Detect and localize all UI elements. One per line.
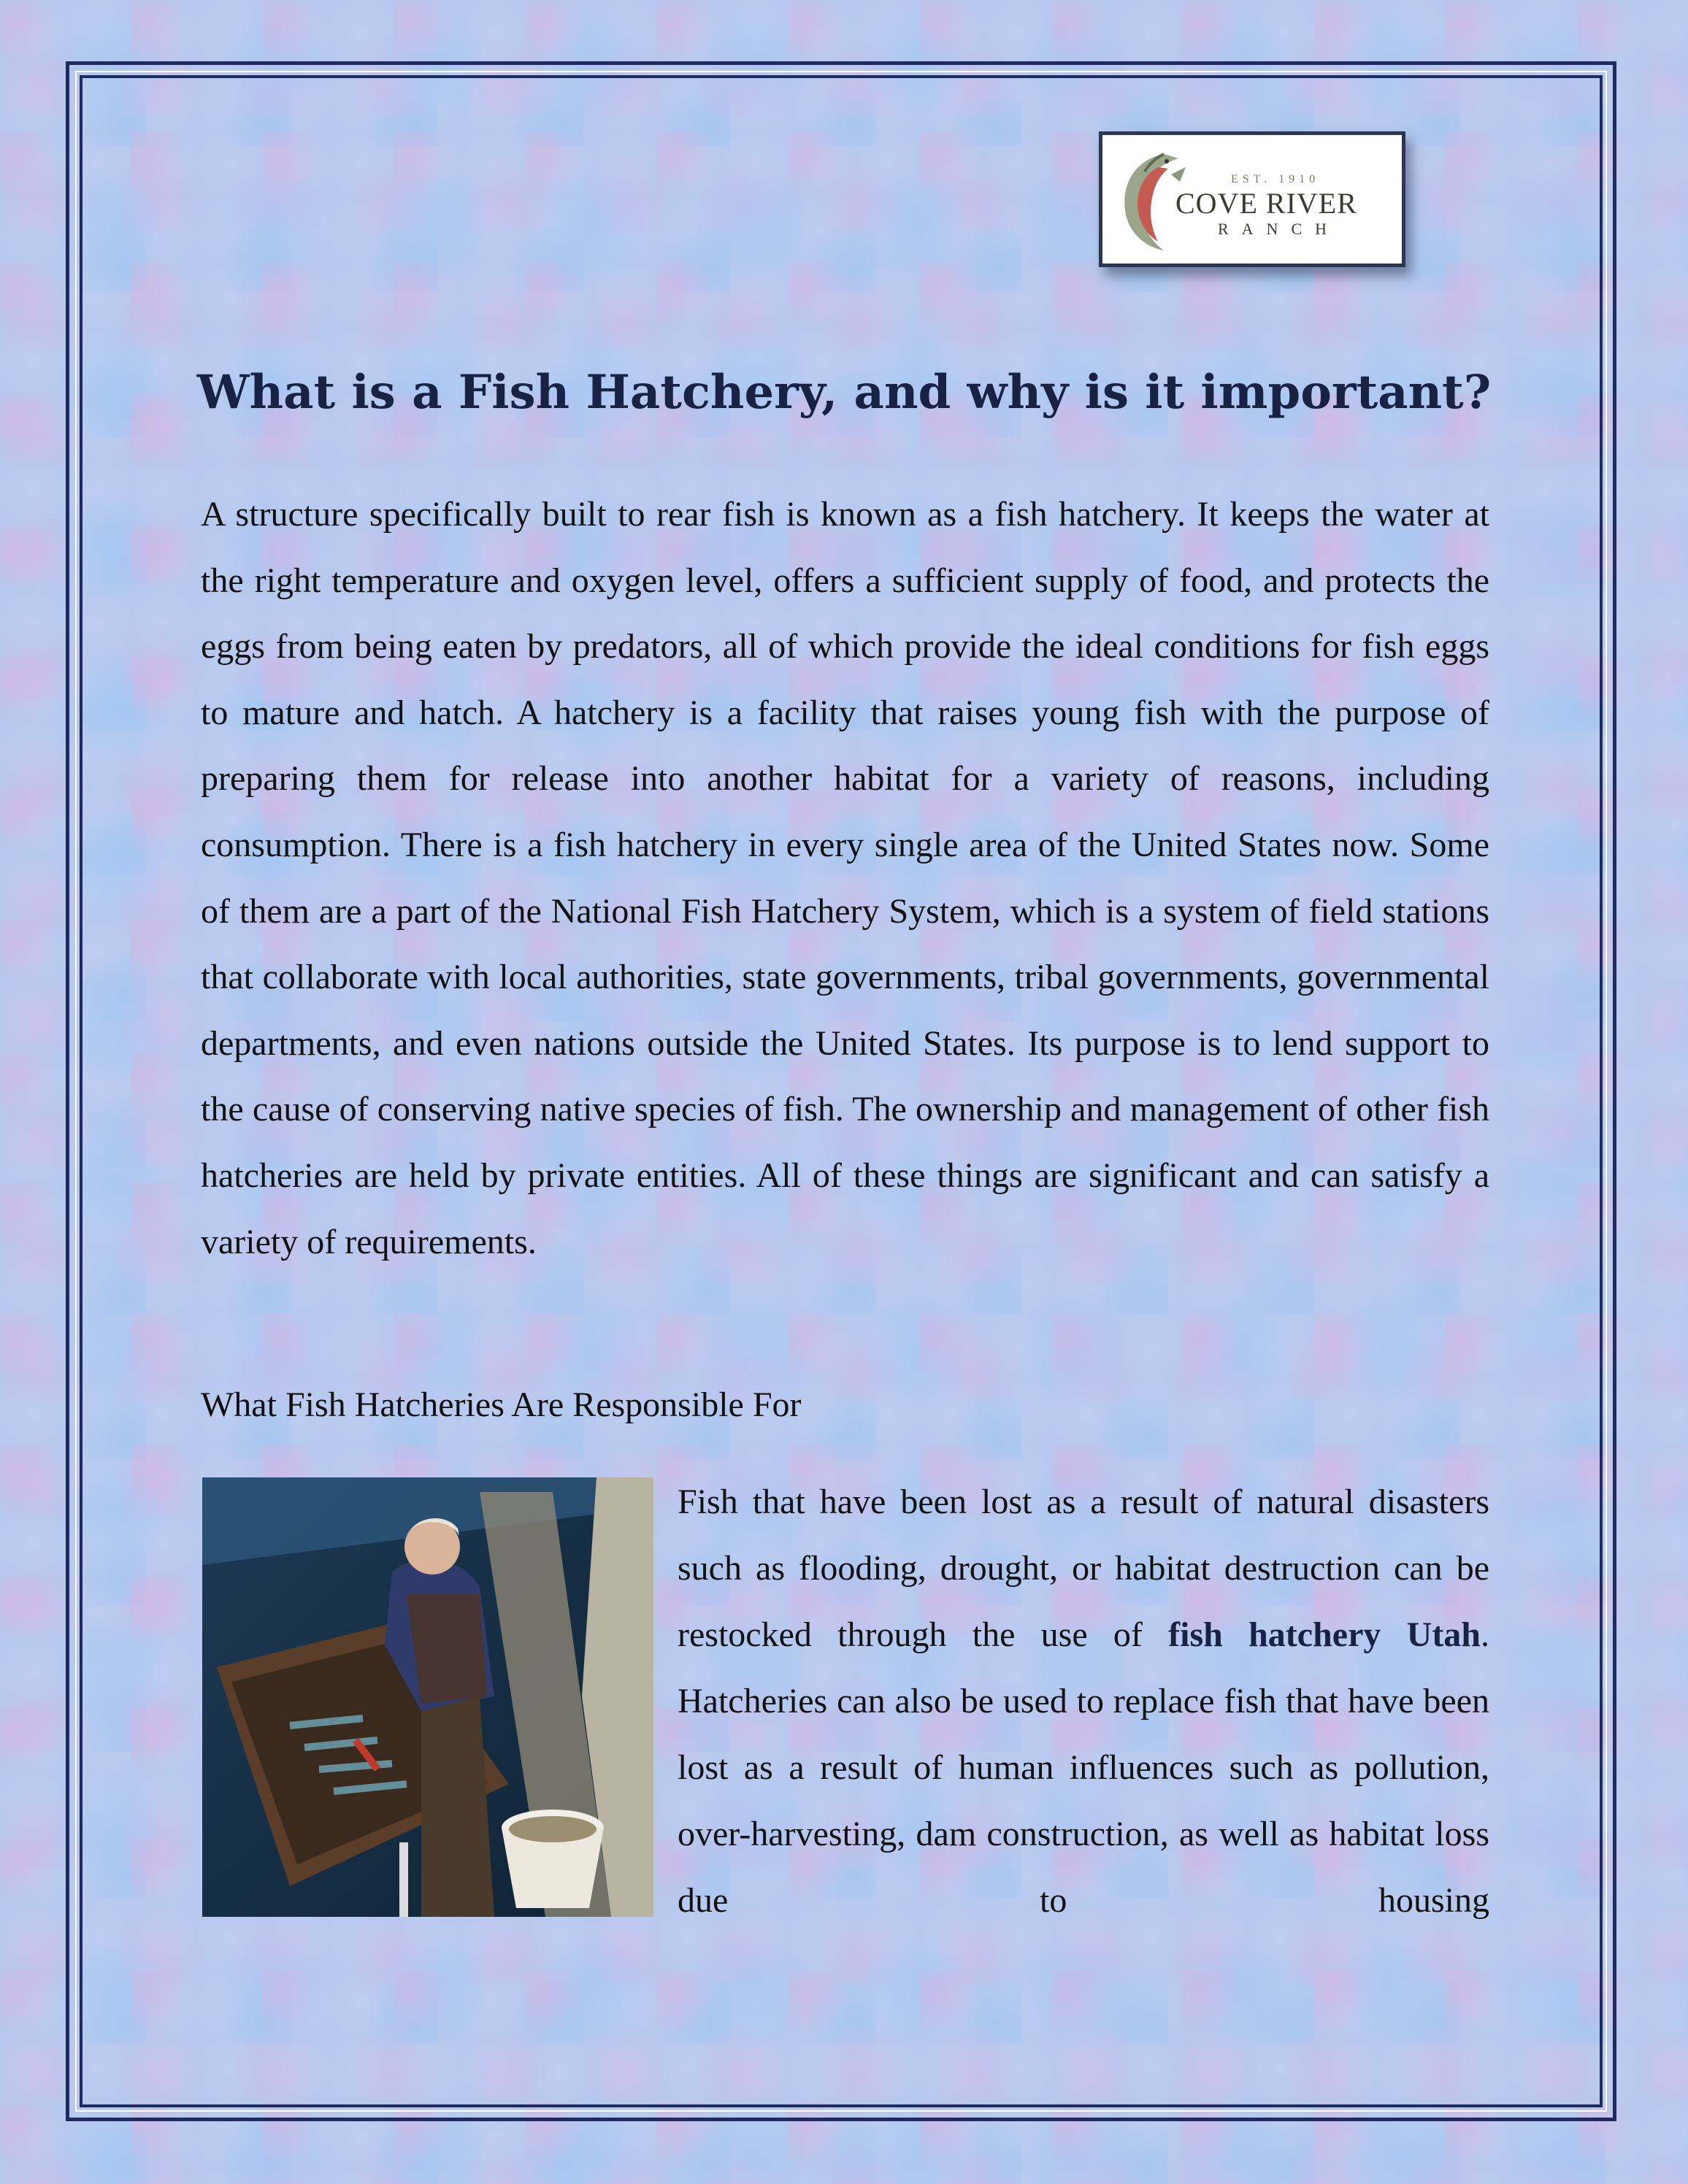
restocking-text-end: . Hatcheries can also be used to replace fish that have been lost as a result of human influences such as pollution, over-harvesting, dam construction, as well as habitat loss due to housing — [678, 1615, 1490, 1920]
fish-hatchery-utah-link[interactable]: fish hatchery Utah — [1168, 1615, 1481, 1654]
section-subheading: What Fish Hatcheries Are Responsible For — [201, 1385, 802, 1424]
hatchery-worker-photo — [202, 1477, 653, 1917]
cove-river-ranch-logo — [1099, 131, 1405, 267]
logo-name: COVE RIVER — [1175, 187, 1357, 220]
logo-subtitle: RANCH — [1218, 220, 1340, 238]
restocking-paragraph — [678, 1469, 1489, 1934]
intro-paragraph: A structure specifically built to rear fish is known as a fish hatchery. It keeps the water at the right temperature and oxygen level, offers a sufficient supply of food, and protects the eggs from being eaten by predators, all of which provide the ideal conditions for fish eggs to mature and hatch. A hatchery is a facility that raises young fish with the purpose of preparing them for release into another habitat for a variety of reasons, including consumption. There is a fish hatchery in every single area of the United States now. Some of them are a part of the National Fish Hatchery System, which is a system of field stations that collaborate with local authorities, state governments, tribal governments, governmental departments, and even nations outside the United States. Its purpose is to lend support to the cause of conserving native species of fish. The ownership and management of other fish hatcheries are held by private entities. All of these things are significant and can satisfy a variety of requirements. — [201, 495, 1489, 1261]
logo-established: EST. 1910 — [1231, 173, 1320, 185]
restocking-text-start: Fish that have been lost as a result of natural disasters such as flooding, drought, or habitat destruction can be restocked through the use of — [678, 1483, 1489, 1654]
page-title: What is a Fish Hatchery, and why is it important? — [196, 365, 1492, 420]
